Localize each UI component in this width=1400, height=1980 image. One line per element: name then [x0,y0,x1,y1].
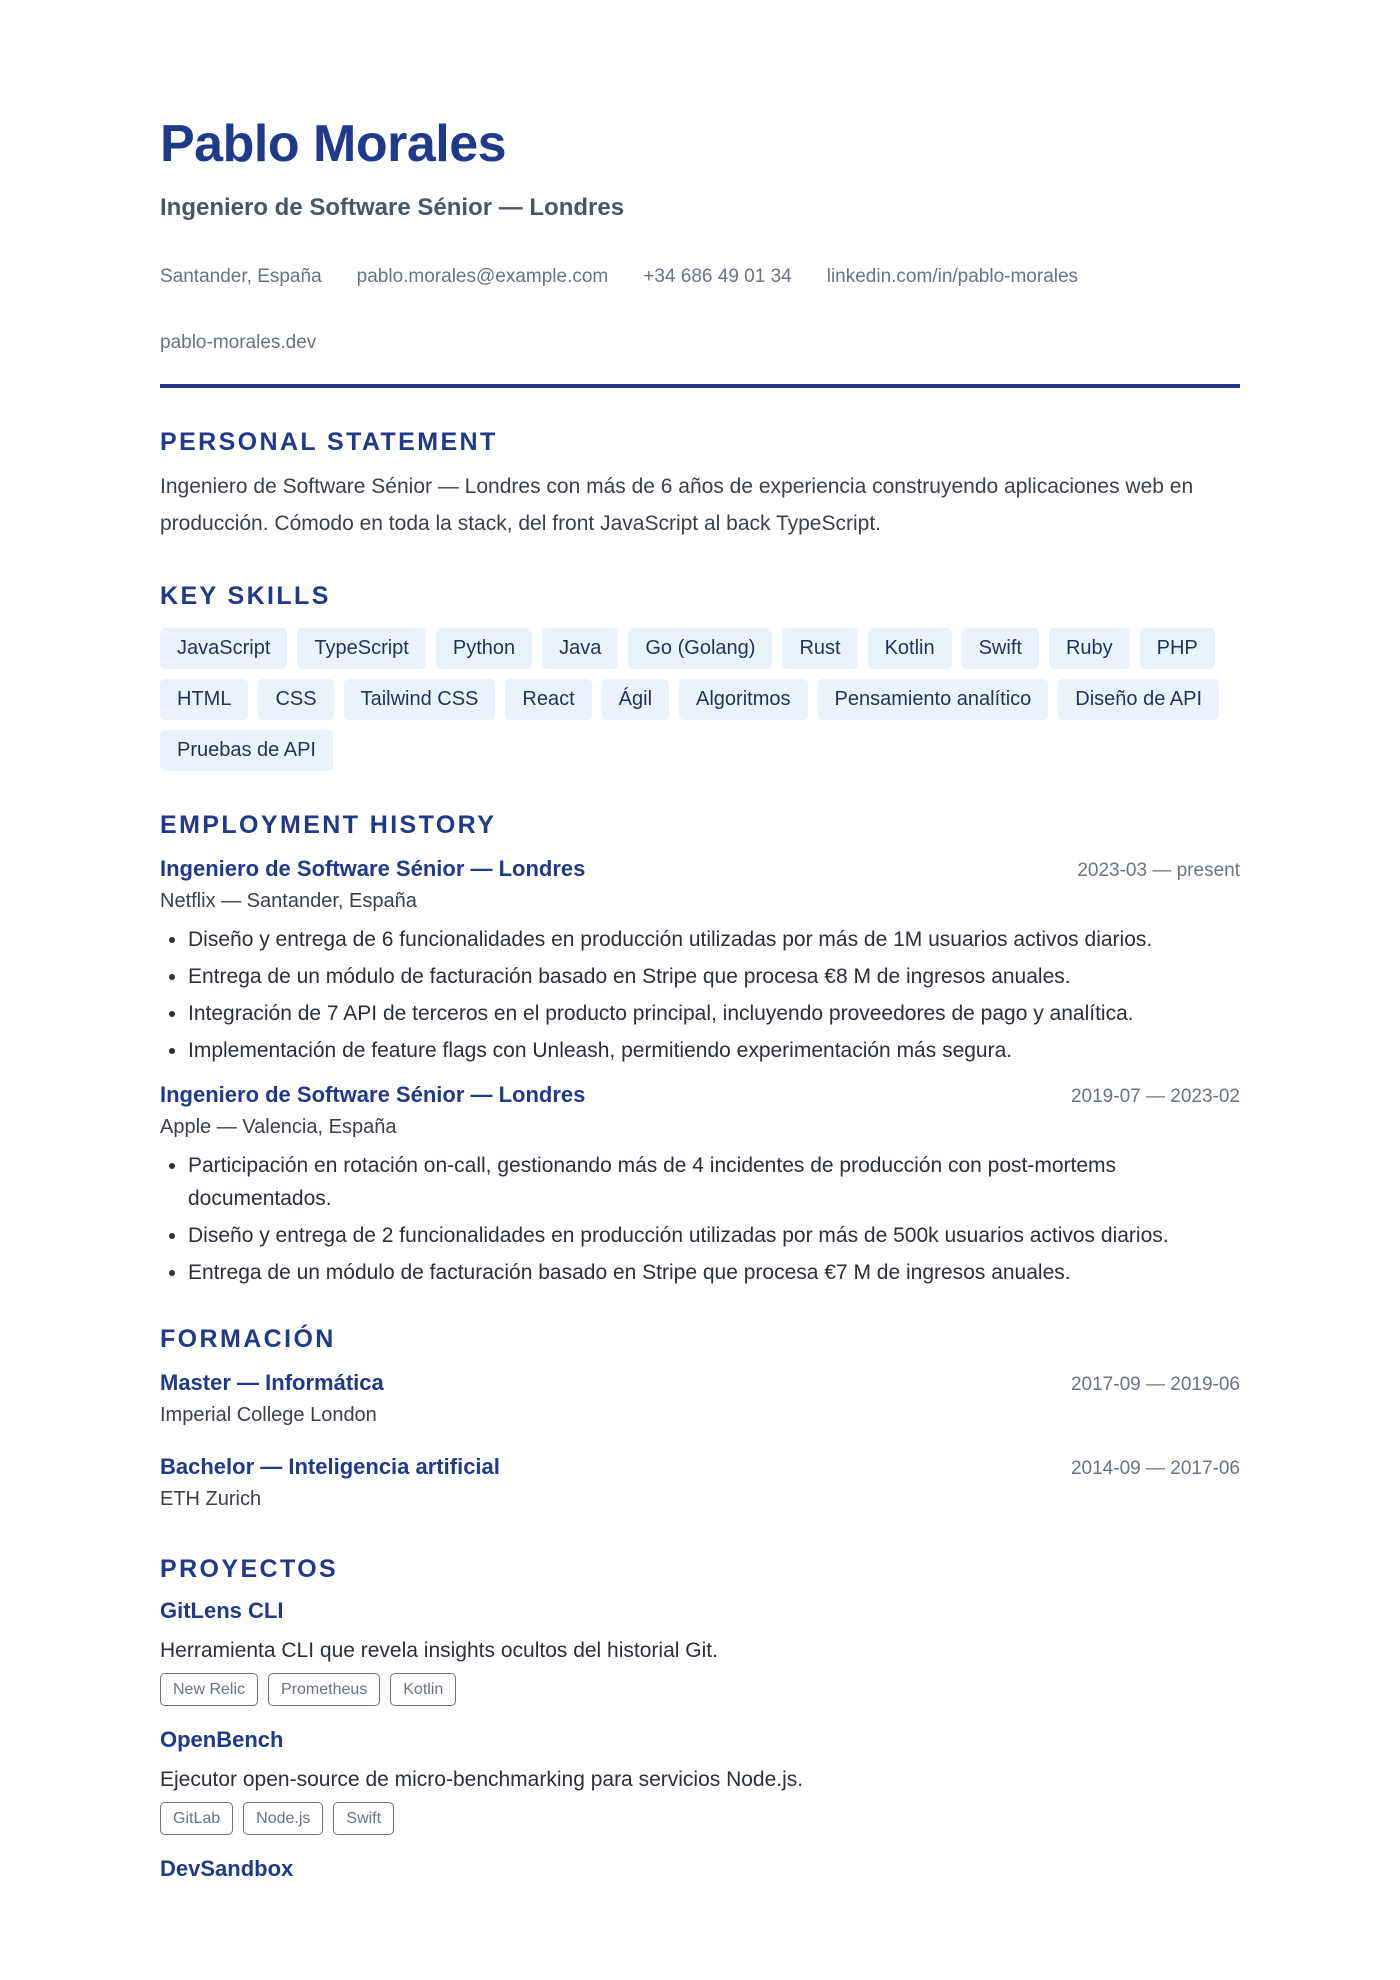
job-header [160,853,1240,885]
project-tag-list [160,1673,1240,1706]
education-degree: Master — Informática [160,1370,384,1395]
job-role: Ingeniero de Software Sénior — Londres [160,856,586,881]
contact-email[interactable]: pablo.morales@example.com [356,266,609,287]
section-title: PROYECTOS [160,1555,339,1583]
achievement-item: • Entrega de un módulo de facturación basado en Stripe que procesa €7 M de ingresos anuales. [188,1256,1240,1289]
skill-chip: React [505,679,591,720]
job-organization: Netflix — Santander, España [160,890,417,912]
skill-chip: Java [542,628,618,669]
header-divider [160,384,1240,388]
skill-chip: CSS [258,679,333,720]
project-tag: New Relic [160,1673,258,1706]
job-dates: 2023-03 — present [1077,860,1240,881]
project-tag: Node.js [243,1802,323,1835]
projects-section [160,1553,1240,1885]
skill-chip: TypeScript [297,628,425,669]
skill-chip-list [160,628,1240,771]
employment-history-section [160,809,1240,1289]
skill-chip: HTML [160,679,248,720]
skill-chip: Rust [782,628,857,669]
education-entry [160,1451,1240,1515]
contact-website[interactable]: pablo-morales.dev [160,332,317,353]
personal-statement-section [160,426,1240,542]
skill-chip: Ágil [602,679,669,720]
section-title: FORMACIÓN [160,1325,336,1353]
project-entry [160,1853,1240,1885]
skill-chip: Kotlin [868,628,952,669]
job-header [160,1079,1240,1111]
job-dates: 2019-07 — 2023-02 [1070,1086,1240,1107]
skill-chip: JavaScript [160,628,287,669]
job-achievements [160,1149,1240,1289]
education-dates: 2014-09 — 2017-06 [1070,1458,1240,1479]
education-entry [160,1367,1240,1431]
section-title: EMPLOYMENT HISTORY [160,811,497,839]
project-description: Herramienta CLI que revela insights ocultos del historial Git. [160,1639,718,1662]
project-tag: Swift [333,1802,394,1835]
job-organization: Apple — Valencia, España [160,1116,397,1138]
resume-content [160,110,1240,1885]
skill-chip: Ruby [1049,628,1130,669]
project-entry [160,1724,1240,1835]
achievement-item: • Diseño y entrega de 2 funcionalidades en producción utilizadas por más de 500k usuarios activos diarios. [188,1219,1240,1252]
education-school: ETH Zurich [160,1488,262,1510]
education-section [160,1323,1240,1515]
project-name: DevSandbox [160,1856,294,1881]
project-description: Ejecutor open-source de micro-benchmarking para servicios Node.js. [160,1768,804,1791]
project-name: OpenBench [160,1727,284,1752]
achievement-item: • Participación en rotación on-call, gestionando más de 4 incidentes de producción con post-mortems documentados. [188,1149,1240,1215]
candidate-name: Pablo Morales [160,115,507,173]
achievement-item: • Diseño y entrega de 6 funcionalidades en producción utilizadas por más de 1M usuarios activos diarios. [188,923,1240,956]
contact-list [160,244,1240,376]
job-entry [160,853,1240,1067]
achievement-item: • Integración de 7 API de terceros en el producto principal, incluyendo proveedores de pago y analítica. [188,997,1240,1030]
project-tag: Prometheus [268,1673,380,1706]
skill-chip: Python [436,628,532,669]
project-tag: GitLab [160,1802,233,1835]
project-name: GitLens CLI [160,1598,284,1623]
project-tag: Kotlin [390,1673,456,1706]
job-achievements [160,923,1240,1067]
education-degree: Bachelor — Inteligencia artificial [160,1454,500,1479]
contact-phone[interactable]: +34 686 49 01 34 [643,266,792,287]
skill-chip: Algoritmos [679,679,807,720]
education-header [160,1451,1240,1483]
contact-linkedin[interactable]: linkedin.com/in/pablo-morales [826,266,1079,287]
key-skills-section [160,580,1240,771]
section-title: PERSONAL STATEMENT [160,428,498,456]
education-school: Imperial College London [160,1404,377,1426]
project-entry [160,1595,1240,1706]
project-tag-list [160,1802,1240,1835]
skill-chip: Swift [962,628,1039,669]
achievement-item: • Implementación de feature flags con Unleash, permitiendo experimentación más segura. [188,1034,1240,1067]
education-header [160,1367,1240,1399]
skill-chip: Go (Golang) [628,628,772,669]
skill-chip: PHP [1140,628,1215,669]
skill-chip: Tailwind CSS [344,679,496,720]
candidate-headline: Ingeniero de Software Sénior — Londres [160,194,625,221]
achievement-item: • Entrega de un módulo de facturación basado en Stripe que procesa €8 M de ingresos anuales. [188,960,1240,993]
job-entry [160,1079,1240,1289]
skill-chip: Pensamiento analítico [818,679,1049,720]
education-dates: 2017-09 — 2019-06 [1070,1374,1240,1395]
job-role: Ingeniero de Software Sénior — Londres [160,1082,586,1107]
section-title: KEY SKILLS [160,582,331,610]
statement-text: Ingeniero de Software Sénior — Londres con más de 6 años de experiencia construyendo aplicaciones web en producción. Cómodo en toda la stack, del front JavaScript al back TypeScript. [160,475,1194,535]
skill-chip: Diseño de API [1058,679,1219,720]
skill-chip: Pruebas de API [160,730,333,771]
contact-location: Santander, España [160,266,322,287]
